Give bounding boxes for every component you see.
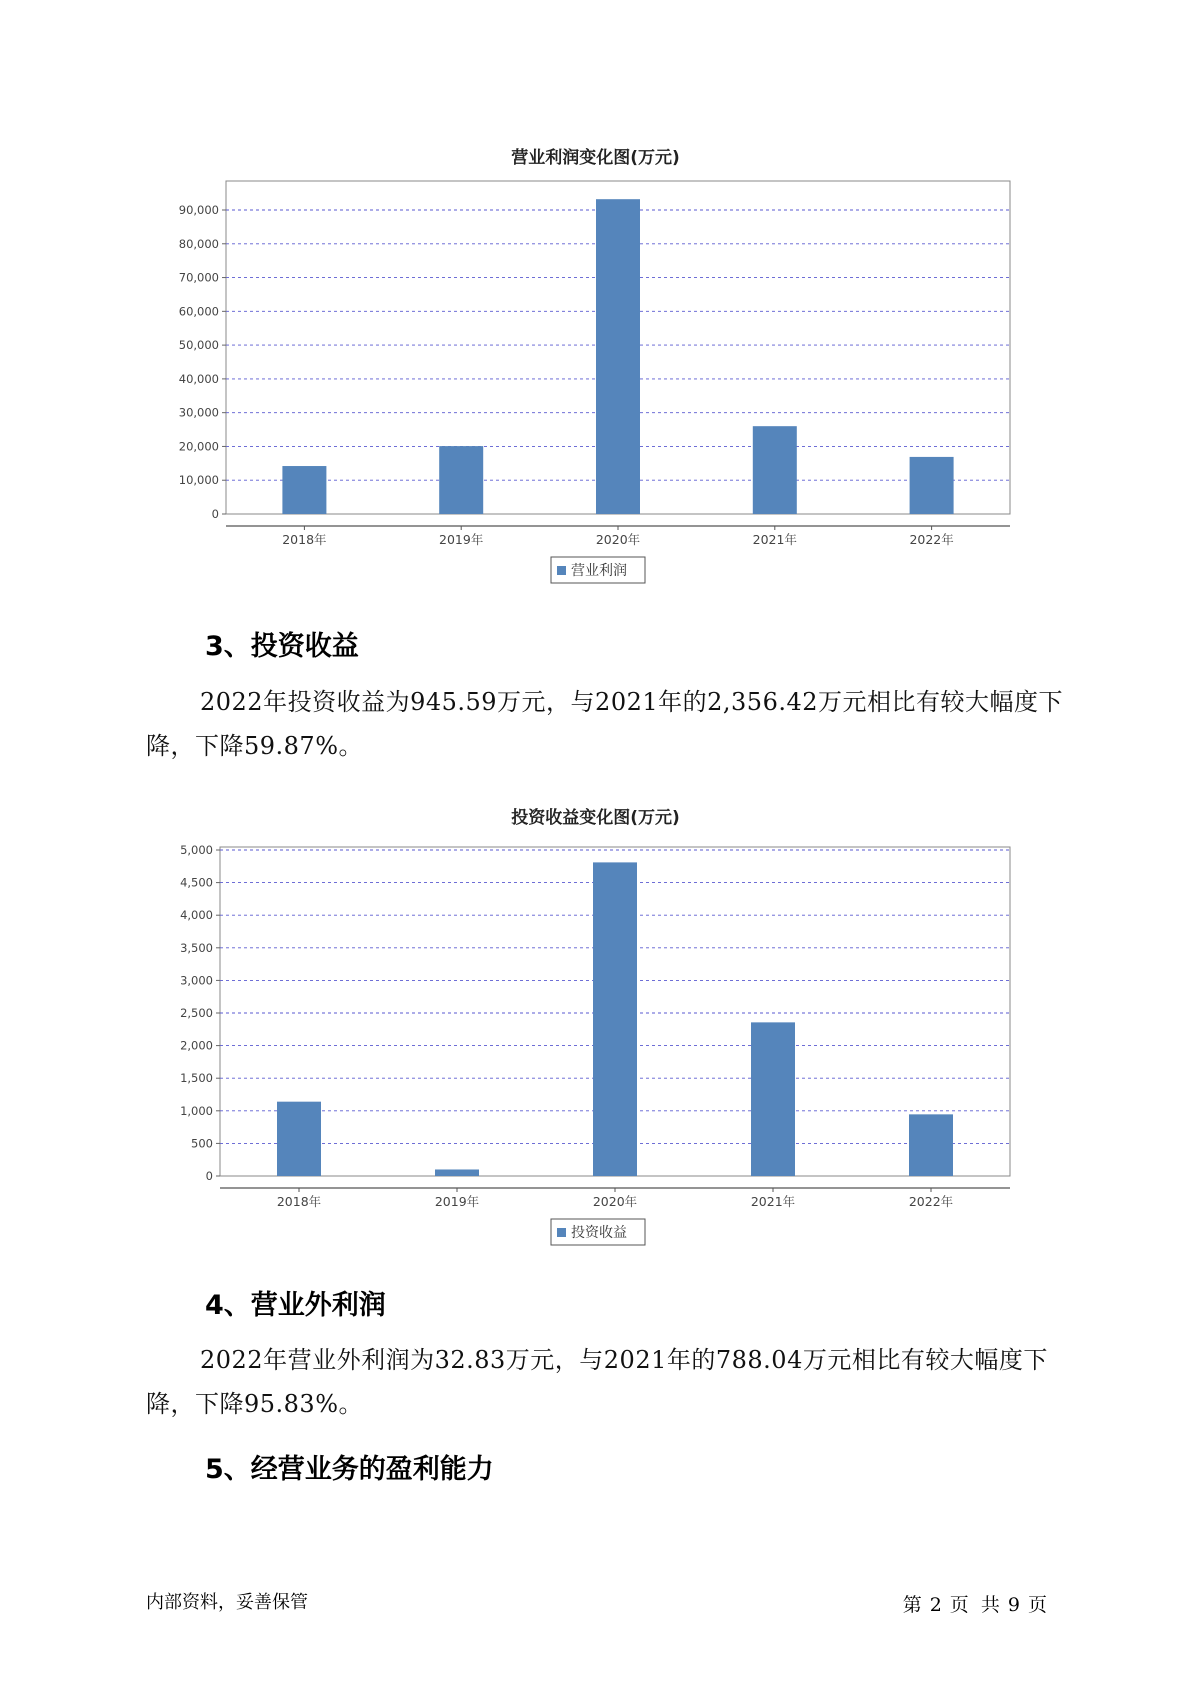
x-tick-label: 2022年: [909, 532, 954, 547]
page-prefix: 第: [902, 1594, 922, 1616]
bar: [909, 1114, 953, 1176]
chart-title-operating-profit: 营业利润变化图(万元): [511, 148, 680, 168]
x-tick-label: 2018年: [282, 532, 327, 547]
y-tick-label: 80,000: [178, 236, 219, 251]
x-tick-label: 2019年: [434, 1194, 480, 1209]
y-tick-label: 500: [191, 1136, 213, 1151]
y-tick-label: 70,000: [178, 270, 219, 285]
paragraph-investment-income: 2022年投资收益为945.59万元，与2021年的2,356.42万元相比有较大幅度下降，下降59.87%。: [146, 688, 1064, 760]
x-tick-label: 2022年: [908, 1194, 954, 1209]
y-tick-label: 4,000: [180, 908, 213, 923]
section-heading-investment-income: 3、投资收益: [205, 631, 359, 662]
section-heading-operating-profitability: 5、经营业务的盈利能力: [205, 1454, 494, 1485]
y-tick-label: 4,500: [180, 875, 213, 890]
y-tick-label: 50,000: [178, 338, 219, 353]
x-tick-label: 2020年: [595, 532, 641, 547]
legend: [551, 1219, 645, 1245]
y-tick-label: 3,500: [180, 940, 213, 955]
chart-title-investment-income: 投资收益变化图(万元): [511, 808, 680, 828]
y-tick-label: 40,000: [178, 371, 219, 386]
x-tick-label: 2019年: [439, 532, 484, 547]
y-tick-label: 90,000: [178, 203, 219, 217]
y-tick-label: 0: [205, 1169, 213, 1183]
section-heading-non-operating-profit: 4、营业外利润: [205, 1290, 386, 1321]
bar: [593, 862, 637, 1176]
x-tick-label: 2021年: [750, 1194, 796, 1209]
y-tick-label: 2,500: [180, 1006, 213, 1020]
y-tick-label: 2,000: [180, 1038, 213, 1053]
y-tick-label: 1,000: [180, 1103, 213, 1118]
y-tick-label: 60,000: [178, 304, 219, 319]
y-tick-label: 1,500: [180, 1071, 213, 1086]
paragraph-non-operating-profit: 2022年营业外利润为32.83万元，与2021年的788.04万元相比有较大幅度下降，下降95.83%。: [146, 1346, 1048, 1418]
x-tick-label: 2020年: [592, 1194, 638, 1209]
legend-label: 投资收益: [571, 1225, 627, 1241]
page-number: 2: [929, 1594, 942, 1616]
bar: [751, 1022, 795, 1176]
page-mid: 页 共: [949, 1594, 1000, 1616]
x-tick-label: 2021年: [752, 532, 797, 547]
footer-confidential-note: 内部资料，妥善保管: [146, 1592, 308, 1613]
legend-label: 营业利润: [571, 563, 627, 579]
y-tick-label: 3,000: [180, 973, 213, 988]
footer-page-info: [899, 1590, 1051, 1617]
y-tick-label: 5,000: [180, 843, 213, 857]
page-total: 9: [1007, 1594, 1020, 1616]
bar: [435, 1169, 479, 1176]
page-suffix: 页: [1027, 1594, 1047, 1616]
y-tick-label: 0: [211, 507, 219, 521]
bar: [277, 1102, 321, 1176]
legend-swatch: [557, 1228, 566, 1237]
y-tick-label: 20,000: [178, 439, 219, 454]
x-tick-label: 2018年: [276, 1194, 322, 1209]
y-tick-label: 10,000: [178, 473, 219, 488]
y-tick-label: 30,000: [178, 405, 219, 420]
